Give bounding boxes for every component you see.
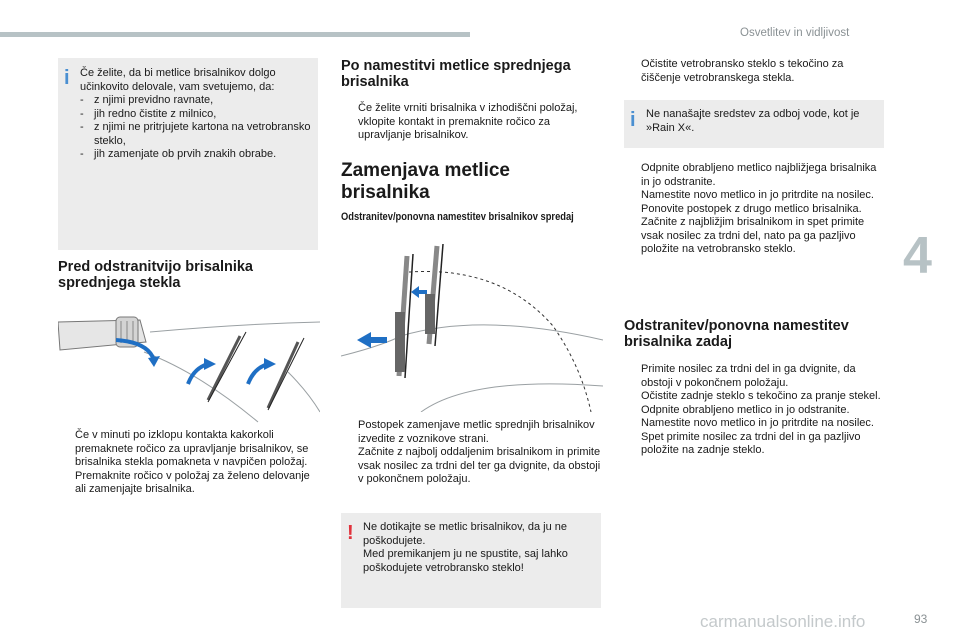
rear-wiper-heading: Odstranitev/ponovna namestitev brisalnika zadaj (624, 318, 849, 350)
list-item: Očistite zadnje steklo s tekočino za pranje stekel. (641, 390, 881, 402)
list-item: Očistite vetrobransko steklo s tekočino za čiščenje vetrobranskega stekla. (641, 58, 844, 84)
care-info-text (80, 67, 312, 162)
windscreen-wiper-stalk-illustration (58, 312, 320, 424)
list-item: Ponovite postopek z drugo metlico brisalnika. (641, 202, 862, 215)
list-item: Začnite z najbližjim brisalnikom in spet primite vsak nosilec za trdni del, nato pa ga pazljivo položite na vetrobransko steklo. (641, 216, 865, 255)
rain-x-info-box (624, 100, 884, 148)
before-removal-steps (58, 429, 320, 497)
list-item: Primite nosilec za trdni del in ga dvignite, da obstoji v pokončnem položaju. (641, 363, 856, 389)
header-bar (0, 32, 470, 37)
care-info-box (58, 58, 318, 250)
page-number: 93 (914, 612, 928, 626)
chapter-number: 4 (903, 227, 932, 285)
blade-replacement-steps (624, 162, 886, 257)
care-info-intro: Če želite, da bi metlice brisalnikov dolgo učinkovito delovale, vam svetujemo, da: (80, 67, 276, 93)
front-wiper-steps (341, 419, 603, 487)
after-installation-steps (341, 102, 603, 143)
list-item: Odpnite obrabljeno metlico in jo odstranite. (641, 403, 850, 416)
front-wiper-lift-illustration (341, 236, 603, 412)
warning-box (341, 513, 601, 608)
list-item: - z njimi previdno ravnate, (80, 94, 214, 106)
warning-text (363, 521, 595, 575)
info-icon: i (630, 109, 636, 131)
main-heading: Zamenjava metlice brisalnika (341, 160, 510, 203)
list-item: Namestite novo metlico in jo pritrdite na nosilec. (641, 417, 874, 429)
clean-windscreen-step (624, 58, 886, 85)
rear-wiper-steps (624, 363, 886, 458)
watermark: carmanualsonline.info (700, 612, 866, 631)
warning-icon: ! (347, 522, 354, 544)
list-item: Premaknite ročico v položaj za želeno delovanje ali zamenjajte brisalnika. (75, 469, 310, 495)
list-item: Namestite novo metlico in jo pritrdite na nosilec. (641, 189, 874, 201)
list-item: Začnite z najbolj oddaljenim brisalnikom in primite vsak nosilec za trdni del ter ga dvignite, da obstoji v pokončnem položaju. (358, 446, 601, 485)
list-item: Če želite vrniti brisalnika v izhodiščni položaj, vklopite kontakt in premaknite ročico za upravljanje brisalnikov. (358, 102, 578, 141)
heading-after-installation: Po namestitvi metlice sprednjega brisalnika (341, 58, 571, 90)
warning-line-1: Ne dotikajte se metlic brisalnikov, da ju ne poškodujete. (363, 521, 568, 547)
list-item: Spet primite nosilec za trdni del in ga pazljivo položite na zadnje steklo. (641, 430, 861, 456)
list-item: Postopek zamenjave metlic sprednjih brisalnikov izvedite z voznikove strani. (358, 419, 595, 445)
info-icon: i (64, 67, 70, 89)
list-item: - z njimi ne pritrjujete kartona na vetrobransko steklo, (80, 121, 311, 147)
list-item: Odpnite obrabljeno metlico najbližjega brisalnika in jo odstranite. (641, 162, 877, 188)
section-title: Osvetlitev in vidljivost (740, 27, 850, 39)
heading-before-removal: Pred odstranitvijo brisalnika sprednjega stekla (58, 259, 253, 291)
front-wiper-subheading: Odstranitev/ponovna namestitev brisalnikov spredaj (341, 211, 574, 223)
list-item: - jih redno čistite z milnico, (80, 107, 217, 120)
list-item: - jih zamenjate ob prvih znakih obrabe. (80, 148, 277, 160)
rain-x-info-text: Ne nanašajte sredstev za odboj vode, kot je »Rain X«. (646, 108, 860, 134)
list-item: Če v minuti po izklopu kontakta kakorkoli premaknete ročico za upravljanje brisalnikov, se brisalnika stekla pomakneta v navpičen položaj. (75, 429, 309, 468)
warning-line-2: Med premikanjem ju ne spustite, saj lahko poškodujete vetrobransko steklo! (363, 548, 568, 574)
